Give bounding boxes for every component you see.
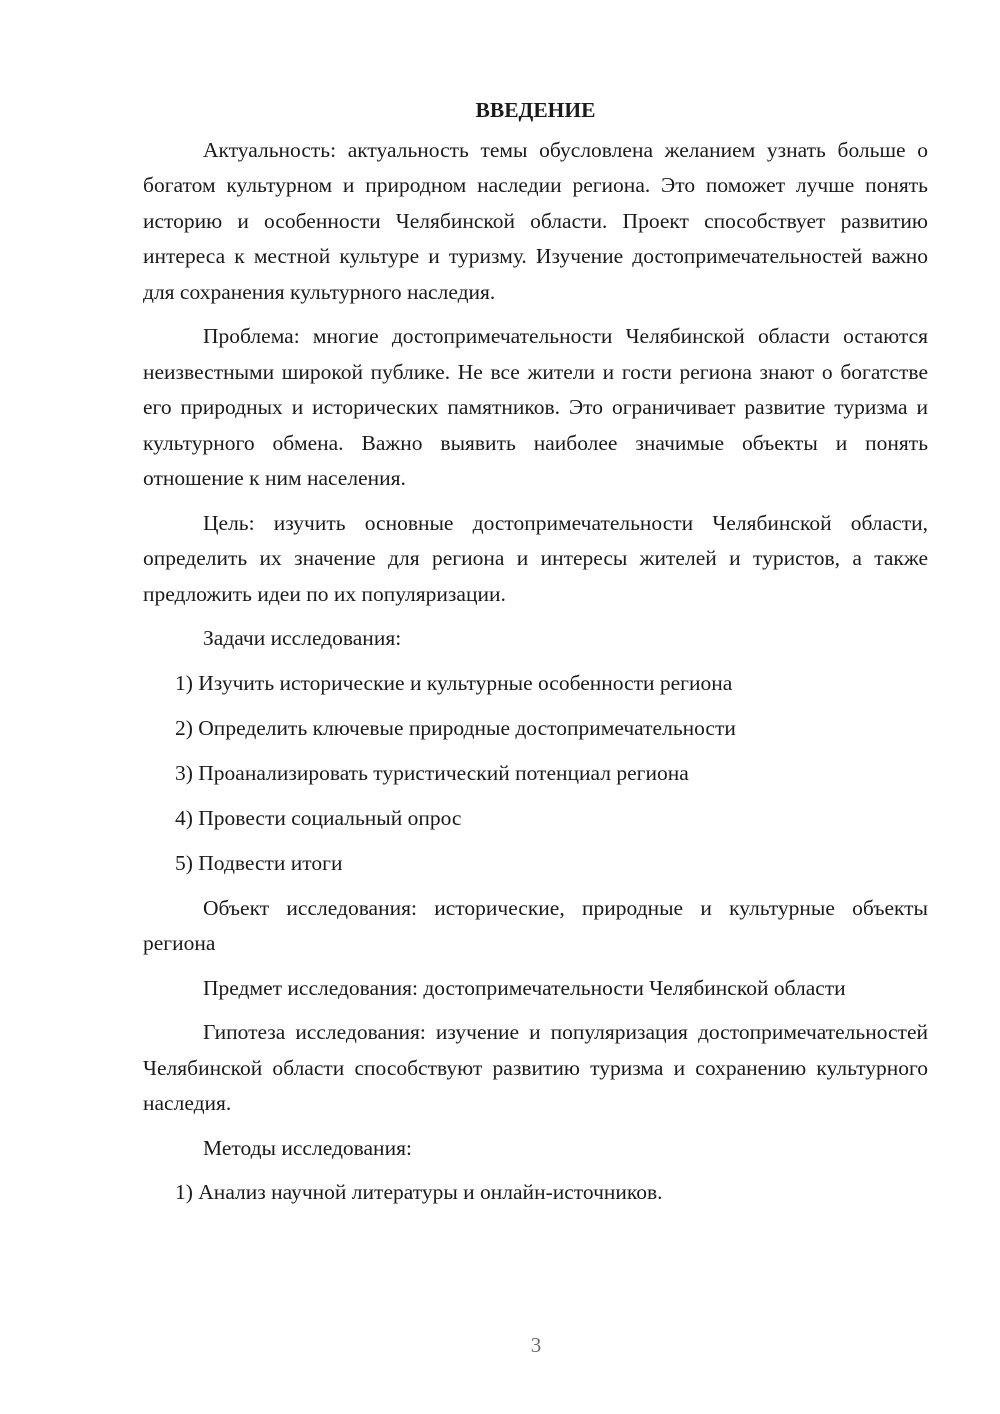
list-item: 4) Провести социальный опрос <box>175 805 462 830</box>
list-item: 3) Проанализировать туристический потенциал региона <box>175 760 689 785</box>
list-item: 2) Определить ключевые природные достопримечательности <box>175 715 736 740</box>
page-content <box>143 93 928 1220</box>
hypothesis-paragraph: Гипотеза исследования: изучение и популяризация достопримечательностей Челябинской области способствуют развитию туризма и сохранению культурного наследия. <box>143 1020 928 1115</box>
page-number: 3 <box>530 1333 542 1357</box>
relevance-paragraph: Актуальность: актуальность темы обусловлена желанием узнать больше о богатом культурном и природном наследии региона. Это поможет лучше понять историю и особенности Челябинской области. Проект способствует развитию интереса к местной культуре и туризму. Изучение достопримечательностей важно для сохранения культурного наследия. <box>143 137 928 304</box>
list-item: 1) Анализ научной литературы и онлайн-источников. <box>175 1180 663 1204</box>
methods-list <box>143 1175 928 1211</box>
goal-paragraph: Цель: изучить основные достопримечательности Челябинской области, определить их значение для региона и интересы жителей и туристов, а также предложить идеи по их популяризации. <box>143 510 928 606</box>
tasks-heading: Задачи исследования: <box>203 626 402 650</box>
list-item: 1) Изучить исторические и культурные особенности региона <box>175 670 733 695</box>
problem-paragraph: Проблема: многие достопримечательности Челябинской области остаются неизвестными широкой публике. Не все жители и гости региона знают о богатстве его природных и исторических памятников. Это ограничивает развитие туризма и культурного обмена. Важно выявить наиболее значимые объекты и понять отношение к ним населения. <box>143 324 928 490</box>
methods-heading: Методы исследования: <box>203 1135 412 1160</box>
list-item: 5) Подвести итоги <box>175 850 343 875</box>
subject-paragraph: Предмет исследования: достопримечательности Челябинской области <box>203 975 846 1000</box>
page-title: ВВЕДЕНИЕ <box>475 98 596 122</box>
object-paragraph: Объект исследования: исторические, природные и культурные объекты региона <box>143 895 928 955</box>
tasks-list <box>143 666 928 882</box>
